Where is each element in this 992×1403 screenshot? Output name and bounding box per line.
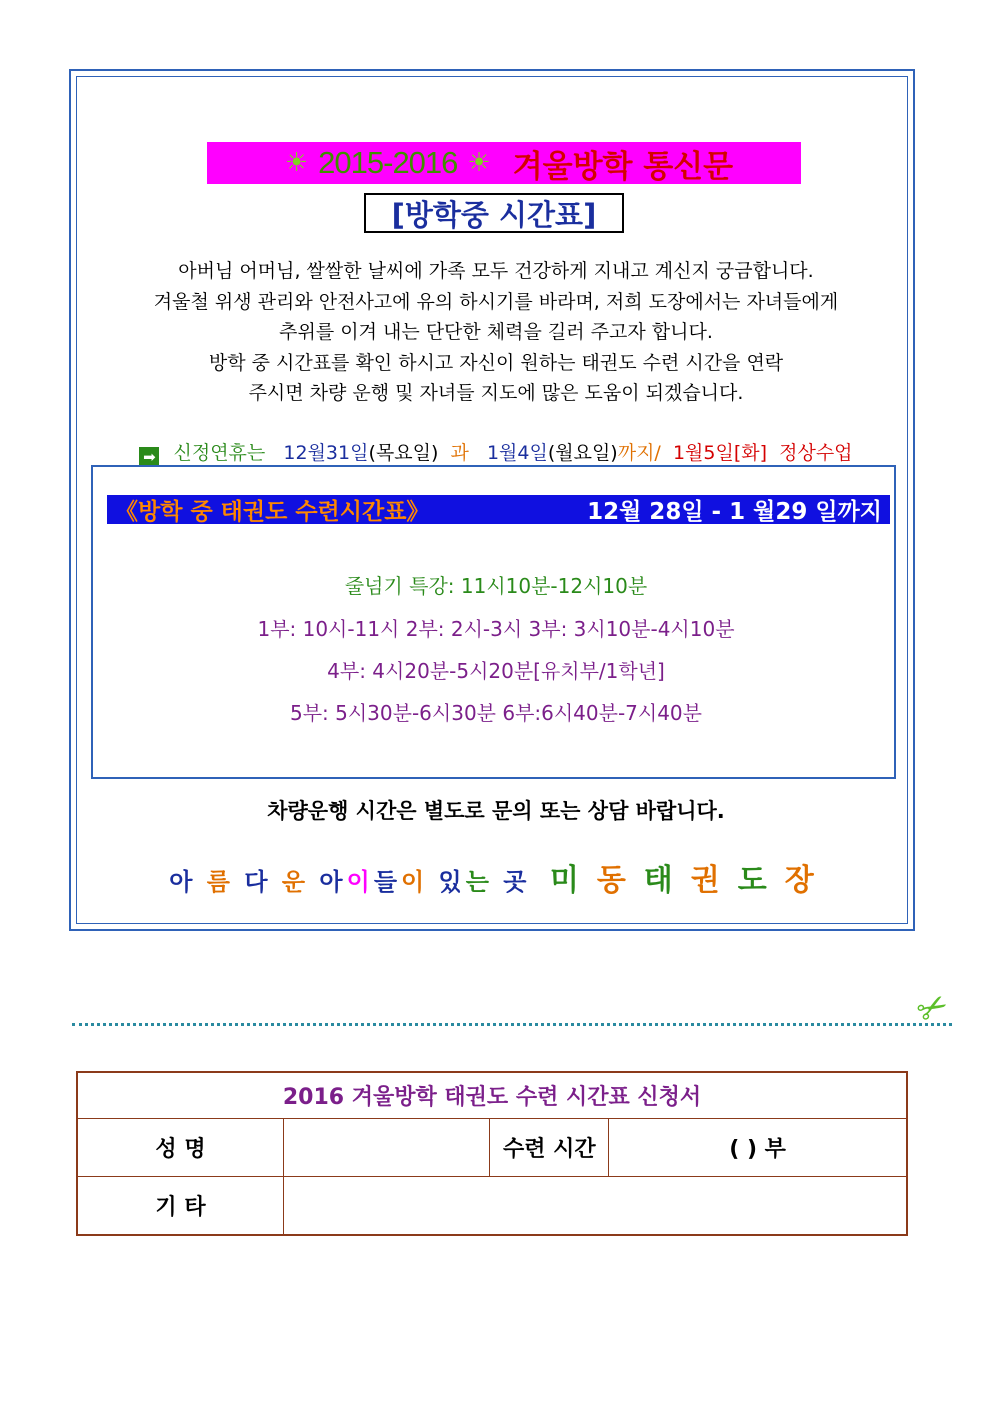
newsletter-title-banner [207,142,801,184]
intro-line: 겨울철 위생 관리와 안전사고에 유의 하시기를 바라며, 저희 도장에서는 자녀들에게 [153,290,839,313]
slogan-char: 곳 [492,868,529,896]
title-years: 2015-2016 [318,145,458,180]
holiday-label: 신정연휴는 [173,442,266,464]
slogan-char: 이 [401,868,427,896]
academy-name [542,863,824,898]
schedule-line-2: 4부: 4시20분-5시20분[유치부/1학년] [327,659,665,683]
schedule-line-1: 1부: 10시-11시 2부: 2시-3시 3부: 3시10분-4시10분 [257,617,735,641]
schedule-header-title: 《방학 중 태권도 수련시간표》 [115,499,430,525]
academy-name-char: 미 [549,863,581,898]
holiday-notice [100,438,892,467]
slogan-char: 아 [309,868,345,896]
slogan-char: 다 [233,868,270,896]
form-title: 2016 겨울방학 태권도 수련 시간표 신청서 [77,1072,907,1119]
schedule-header-period: 12월 28일 - 1 월29 일까지 [587,499,882,525]
shuttle-notice: 차량운행 시간은 별도로 문의 또는 상담 바랍니다. [267,799,725,823]
schedule-header-bar [107,495,890,524]
intro-line: 방학 중 시간표를 확인 하시고 자신이 원하는 태권도 수련 시간을 연락 [208,351,784,374]
intro-line: 아버님 어머님, 쌀쌀한 날씨에 가족 모두 건강하게 지내고 계신지 궁금합니다. [178,260,814,282]
slogan-char: 들 [373,868,399,896]
academy-name-char: 권 [690,863,722,898]
holiday-normal-class: 정상수업 [779,442,853,464]
intro-line: 추위를 이겨 내는 단단한 체력을 길러 주고자 합니다. [279,321,713,343]
sun-icon: ☀ [284,148,309,178]
cut-line [72,1023,952,1026]
schedule-subtitle: [방학중 시간표] [364,193,624,233]
academy-name-char: 장 [784,863,816,898]
slogan-char: 있 [428,868,464,896]
academy-name-char: 태 [643,863,675,898]
holiday-date-1: 12월31일 [283,442,369,464]
holiday-day-1: (목요일) [368,442,439,464]
scissors-icon: ✂ [909,983,957,1034]
holiday-conj: 과 [450,442,469,464]
intro-line: 주시면 차량 운행 및 자녀들 지도에 많은 도움이 되겠습니다. [248,382,744,404]
slogan-char: 이 [346,868,372,896]
etc-label: 기 타 [77,1177,284,1235]
academy-slogan [100,855,892,899]
academy-name-char: 동 [596,863,628,898]
time-label: 수련 시간 [490,1119,609,1177]
intro-paragraph [100,256,892,409]
name-label: 성 명 [77,1119,284,1177]
slogan-char: 운 [271,868,308,896]
jump-rope-class: 줄넘기 특강: 11시10분-12시10분 [344,574,648,598]
sun-icon: ☀ [467,148,491,178]
holiday-date-3: 1월5일[화] [672,442,768,464]
slogan-char: 아 [169,868,195,896]
schedule-line-3: 5부: 5시30분-6시30분 6부:6시40분-7시40분 [290,701,702,725]
etc-field[interactable] [284,1177,907,1235]
slogan-char: 름 [196,868,232,896]
time-field[interactable]: ( ) 부 [609,1119,907,1177]
slogan-phrase [168,868,529,896]
slogan-char: 는 [465,868,491,896]
title-text: 겨울방학 통신문 [512,148,734,185]
name-field[interactable] [284,1119,490,1177]
holiday-date-2: 1월4일 [486,442,548,464]
academy-name-char: 도 [737,863,769,898]
arrow-right-icon: ➡ [139,447,159,467]
holiday-day-2: (월요일) [547,442,618,464]
holiday-until: 까지/ [617,442,661,464]
application-form [76,1071,908,1236]
